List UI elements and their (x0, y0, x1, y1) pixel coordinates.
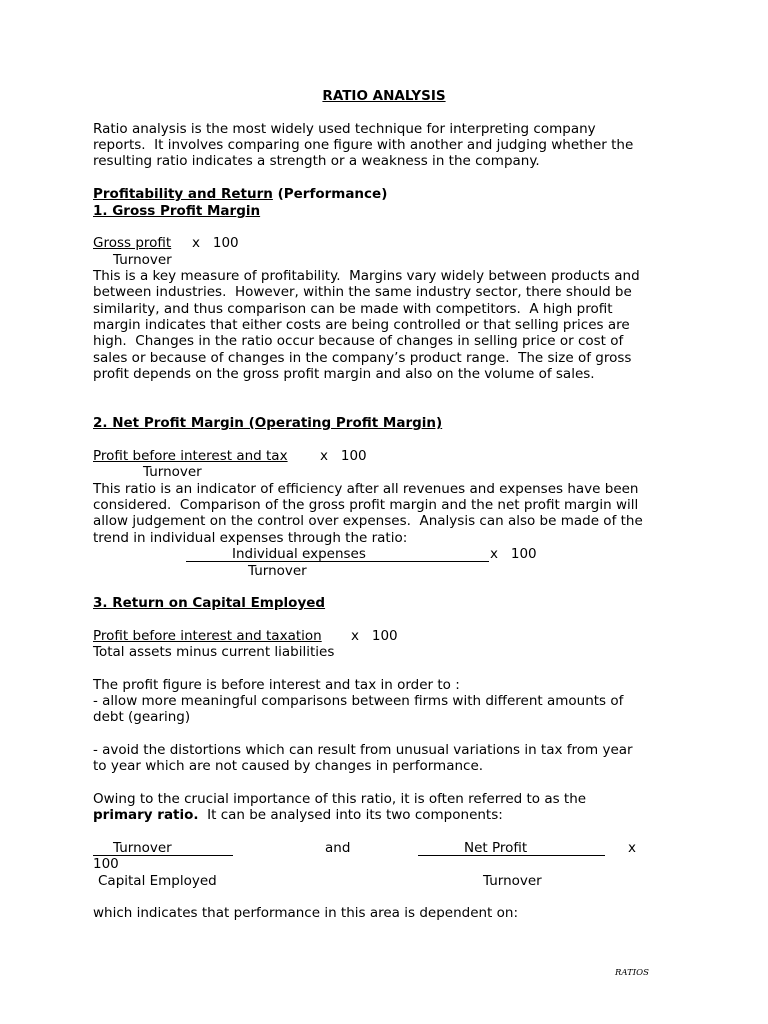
roce-heading: 3. Return on Capital Employed (93, 595, 326, 611)
net-profit-formula-numerator: Profit before interest and tax (93, 448, 288, 464)
gross-profit-formula-denominator: Turnover (113, 252, 172, 268)
roce-bullet-2-line-2: to year which are not caused by changes in performance. (93, 758, 484, 774)
section-heading-main: Profitability and Return (93, 186, 273, 202)
gross-profit-body-line-2: between industries. However, within the same industry sector, there should be (93, 284, 632, 300)
net-profit-body-line-2: considered. Comparison of the gross profit margin and the net profit margin will (93, 497, 639, 513)
gross-profit-formula-numerator: Gross profit (93, 235, 172, 251)
roce-formula-multiplier: x 100 (351, 628, 398, 644)
roce-owing-line-2 (93, 807, 503, 823)
net-profit-body-line-1: This ratio is an indicator of efficiency after all revenues and expenses have been (93, 481, 639, 497)
comp-right-numerator: Net Profit (464, 840, 528, 856)
section-heading-suffix: (Performance) (272, 186, 388, 202)
roce-formula-numerator: Profit before interest and taxation (93, 628, 322, 644)
individual-expenses-multiplier: x 100 (490, 546, 537, 562)
comp-left-numerator: Turnover (113, 840, 172, 856)
roce-bullet-2-line-1: - avoid the distortions which can result from unusual variations in tax from year (93, 742, 633, 758)
page-footer: RATIOS (615, 968, 649, 978)
roce-formula-denominator: Total assets minus current liabilities (93, 644, 335, 660)
comp-multiply-sign: x (628, 840, 636, 856)
gross-profit-body-line-7: profit depends on the gross profit margin and also on the volume of sales. (93, 366, 595, 382)
individual-expenses-numerator: Individual expenses (232, 546, 366, 562)
gross-profit-body-line-1: This is a key measure of profitability. Margins vary widely between products and (93, 268, 640, 284)
gross-profit-formula-multiplier: x 100 (192, 235, 239, 251)
section-heading (93, 186, 387, 202)
roce-owing-line-1: Owing to the crucial importance of this ratio, it is often referred to as the (93, 791, 587, 807)
net-profit-body-line-3: allow judgement on the control over expenses. Analysis can also be made of the (93, 513, 643, 529)
net-profit-formula-denominator: Turnover (143, 464, 202, 480)
gross-profit-body-line-3: similarity, and thus comparison can be made with competitors. A high profit (93, 301, 613, 317)
comp-100: 100 (93, 856, 119, 872)
comp-right-denominator: Turnover (483, 873, 542, 889)
comp-left-denominator: Capital Employed (98, 873, 217, 889)
individual-expenses-denominator: Turnover (248, 563, 307, 579)
primary-ratio-term: primary ratio. (93, 807, 199, 823)
gross-profit-body-line-6: sales or because of changes in the company’s product range. The size of gross (93, 350, 632, 366)
net-profit-body-line-4: trend in individual expenses through the ratio: (93, 530, 408, 546)
roce-bullet-1-line-1: - allow more meaningful comparisons between firms with different amounts of (93, 693, 624, 709)
roce-bullet-1-line-2: debt (gearing) (93, 709, 191, 725)
net-profit-formula-multiplier: x 100 (320, 448, 367, 464)
gross-profit-margin-heading: 1. Gross Profit Margin (93, 203, 261, 219)
gross-profit-body-line-5: high. Changes in the ratio occur because of changes in selling price or cost of (93, 333, 624, 349)
intro-line-1: Ratio analysis is the most widely used technique for interpreting company (93, 121, 596, 137)
primary-ratio-rest: It can be analysed into its two components: (198, 807, 503, 823)
page-title: RATIO ANALYSIS (322, 88, 446, 104)
intro-line-2: reports. It involves comparing one figure with another and judging whether the (93, 137, 634, 153)
comp-and: and (325, 840, 351, 856)
gross-profit-body-line-4: margin indicates that either costs are being controlled or that selling prices are (93, 317, 630, 333)
net-profit-margin-heading: 2. Net Profit Margin (Operating Profit Margin) (93, 415, 443, 431)
intro-line-3: resulting ratio indicates a strength or a weakness in the company. (93, 153, 540, 169)
roce-closing: which indicates that performance in this area is dependent on: (93, 905, 518, 921)
roce-lead: The profit figure is before interest and tax in order to : (93, 677, 460, 693)
